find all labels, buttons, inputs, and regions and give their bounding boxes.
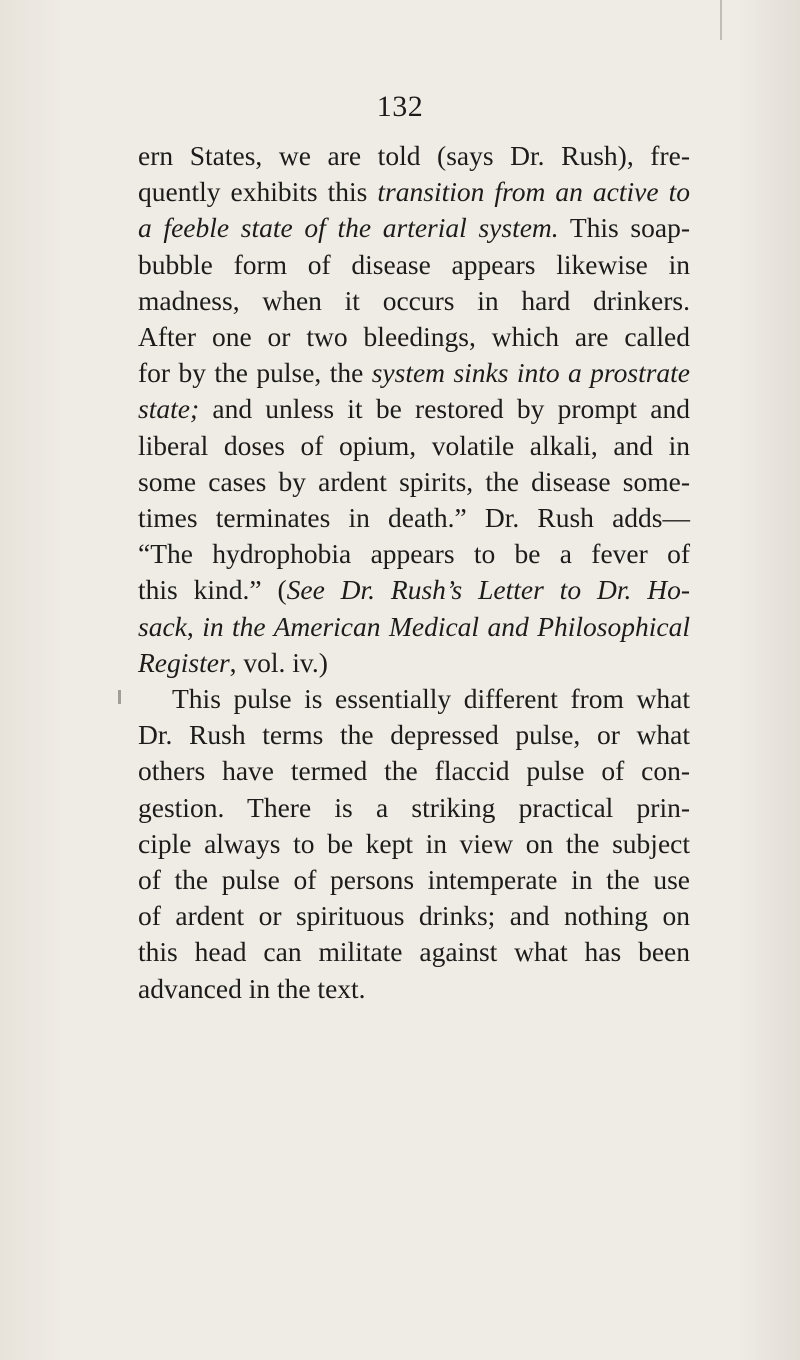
text-line [138,174,690,210]
text-line [138,609,690,645]
text-line [138,247,690,283]
italic-text-run: sack [138,610,187,642]
text-line [138,319,690,355]
page-body-text [138,138,690,1007]
text-run: this head can militate against what has been [138,936,690,968]
text-run: gestion. There is a striking practical prin- [138,791,690,823]
text-line [138,645,690,681]
text-line [138,862,690,898]
text-line [138,572,690,608]
text-run: this kind.” ( [138,574,287,606]
text-run: some cases by ardent spirits, the disease some- [138,465,690,497]
text-run: of the pulse of persons intemperate in the use [138,864,690,896]
text-line [138,500,690,536]
text-run: , vol. iv.) [229,646,328,678]
text-run: others have termed the flaccid pulse of con- [138,755,690,787]
text-line [138,898,690,934]
text-line [138,826,690,862]
italic-text-run: See Dr. Rush’s Letter to Dr. Ho- [286,574,690,606]
text-run: times terminates in death.” Dr. Rush adds— [138,502,690,534]
scan-edge-mark [720,0,722,40]
text-line [138,681,690,717]
text-line [138,971,690,1007]
text-line [138,283,690,319]
text-run: After one or two bleedings, which are called [138,321,690,353]
text-run: Dr. Rush terms the depressed pulse, or what [138,719,690,751]
text-run: advanced in the text. [138,972,366,1004]
text-run: “The hydrophobia appears to be a fever of [138,538,690,570]
text-run: of ardent or spirituous drinks; and nothing on [138,900,690,932]
text-line [138,138,690,174]
text-line [138,753,690,789]
text-run: ern States, we are told (says Dr. Rush), fre- [138,140,690,171]
text-run: , [186,610,203,642]
text-line [138,391,690,427]
text-line [138,210,690,246]
italic-text-run: system sinks into a prostrate [371,357,691,389]
text-line [138,355,690,391]
text-line [138,536,690,572]
text-line [138,790,690,826]
italic-text-run: state; [138,393,200,425]
text-line [138,464,690,500]
italic-text-run: transition from an active to [377,176,690,208]
page-number: 132 [376,90,424,123]
text-run: ciple always to be kept in view on the subject [138,827,690,859]
text-run: This pulse is essentially different from what [172,683,690,715]
text-line [138,717,690,753]
text-run: madness, when it occurs in hard drinkers. [138,284,690,316]
italic-text-run: a feeble state of the arterial system. [138,212,559,244]
text-line [138,428,690,464]
text-line [138,934,690,970]
text-run: for by the pulse, the [138,357,372,389]
text-run: bubble form of disease appears likewise in [138,248,690,280]
text-run: This soap- [558,212,691,244]
italic-text-run: Register [138,646,230,678]
text-run: quently exhibits this [138,176,378,208]
text-run: liberal doses of opium, volatile alkali, and in [138,429,690,461]
text-run: and unless it be restored by prompt and [199,393,690,425]
italic-text-run: in the American Medical and Philosophical [202,610,690,642]
margin-mark [118,690,121,704]
